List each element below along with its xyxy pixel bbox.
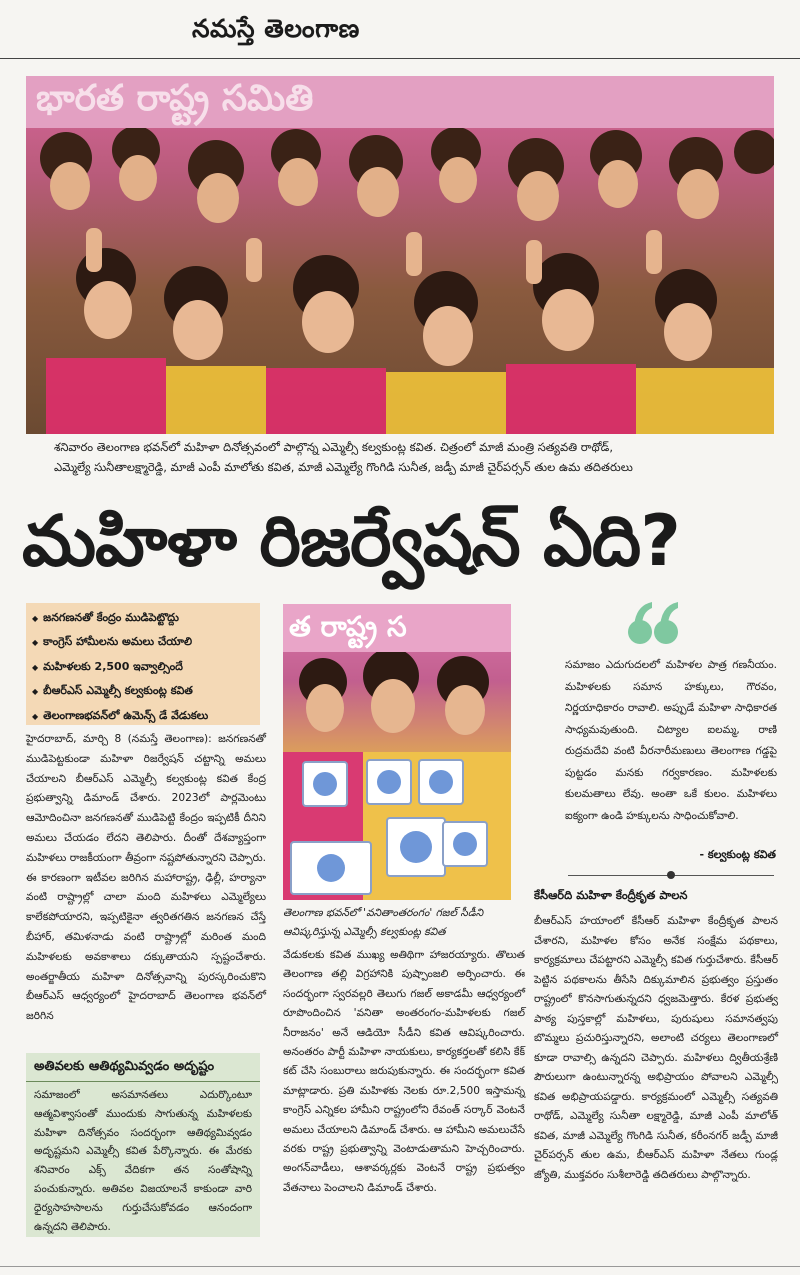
headline: మహిళా రిజర్వేషన్ ఏది?: [22, 500, 680, 582]
highlight-item: ◆ జనగణనతో కేంద్రం ముడిపెట్టొద్దు: [32, 606, 254, 630]
main-photo-banner-text: భారత రాష్ట్ర సమితి: [36, 78, 314, 119]
second-photo: [283, 604, 511, 900]
article-subhead: కేసీఆర్‌ది మహిళా కేంద్రీకృత పాలన: [534, 888, 688, 902]
highlights-box: [26, 603, 260, 725]
caption-line-1: శనివారం తెలంగాణ భవన్‌లో మహిళా దినోత్సవంలో పాల్గొన్న ఎమ్మెల్సీ కల్వకుంట్ల కవిత. చిత్రంలో మాజీ మంత్రి సత్యవతి రాథోడ్,: [54, 440, 613, 454]
highlight-item: ◆ బీఆర్ఎస్ ఎమ్మెల్సీ కల్వకుంట్ల కవిత: [32, 679, 254, 703]
sidebar-box-text: సమాజంలో అసమానతలు ఎదుర్కొంటూ ఆత్మవిశ్వాసంతో ముందుకు సాగుతున్న మహిళలకు మహిళా దినోత్సవం సందర్భంగా ఆతిథ్యమివ్వడం అదృష్టమని ఎమ్మెల్సీ కవిత పేర్కొన్నారు. ఈ మేరకు శనివారం ఎక్స్ వేదికగా తన సంతోషాన్ని పంచుకున్నారు. అతివల విజయాలనే కాకుండా వారి ధైర్యసాహసాలను గుర్తుచేసుకోవడం ఆనందంగా ఉన్నదని తెలిపారు.: [34, 1089, 252, 1233]
pull-quote-dot: [667, 871, 675, 879]
article-column-2: వేడుకలకు కవిత ముఖ్య అతిథిగా హాజరయ్యారు. తొలుత తెలంగాణ తల్లి విగ్రహానికి పుష్పాంజలి అర్పించారు. ఈ సందర్భంగా స్వరవల్లరి తెలుగు గజల్ అకాడమీ ఆధ్వర్యంలో రూపొందించిన 'వనితా అంతరంగం-మహిళలకు గజల్ నీరాజనం' అనే ఆడియో సీడీని కవిత ఆవిష్కరించారు. అనంతరం పార్టీ మహిళా నాయకులు, కార్యకర్తలతో కలిసి కేక్ కట్ చేసి సంబురాలు జరుపుకున్నారు. ఈ సందర్భంగా కవిత మాట్లాడారు. ప్రతి మహిళకు నెలకు రూ.2,500 ఇస్తామన్న కాంగ్రెస్ ఎన్నికల హామీని రాష్ట్రంలోని రేవంత్ సర్కార్ వెంటనే అమలు చేయాలని డిమాండ్ చేశారు. ఆ హామీని అమలుచేసే వరకు రాష్ట్ర ప్రభుత్వాన్ని వెంటాడుతామని హెచ్చరించారు. అంగన్‌వాడీలు, ఆశావర్కర్లకు వెంటనే రాష్ట్ర ప్రభుత్వం వేతనాలు పెంచాలని డిమాండ్ చేశారు.: [283, 949, 525, 1194]
second-photo-banner-text: త రాష్ట్ర స: [289, 610, 407, 643]
newspaper-name: నమస్తే తెలంగాణ: [192, 14, 360, 43]
pull-quote-author: - కల్వకుంట్ల కవిత: [699, 848, 776, 861]
main-photo: [26, 76, 774, 434]
caption-line-2: ఎమ్మెల్యే సునీతాలక్ష్మారెడ్డి, మాజీ ఎంపీ మాలోతు కవిత, మాజీ ఎమ్మెల్యే గొంగిడి సునీత, జడ్పీ మాజీ చైర్‌పర్సన్ తుల ఉమ తదితరులు: [54, 460, 633, 474]
bottom-rule: [0, 1266, 800, 1267]
pull-quote-text: సమాజం ఎదుగుదలలో మహిళల పాత్ర గణనీయం. మహిళలకు సమాన హక్కులు, గౌరవం, నిర్ణయాధికారం రావాలి. అప్పుడే మహిళా సాధికారత సాధ్యమవుతుంది. చిట్యాల ఐలమ్మ, రాణి రుద్రమదేవి వంటి వీరనారీమణులు తెలంగాణ గడ్డపై పుట్టడం మనకు గర్వకారణం. మహిళలకు కులమతాలు లేవు. అంతా ఒకే కులం. మహిళలు ఐక్యంగా ఉండి హక్కులను సాధించుకోవాలి.: [565, 659, 777, 822]
second-photo-banner: [283, 604, 511, 652]
article-column-3: బీఆర్ఎస్ హయాంలో కేసీఆర్ మహిళా కేంద్రీకృత పాలన చేశారని, మహిళల కోసం అనేక సంక్షేమ పథకాలు, కార్యక్రమాలు చేపట్టారని ఎమ్మెల్సీ కవిత గుర్తుచేశారు. కేసీఆర్ పెట్టిన పథకాలను తీసేసి దిక్కుమాలిన ప్రభుత్వం ప్రస్తుతం రాష్ట్రంలో కొనసాగుతున్నదని ధ్వజమెత్తారు. కేరళ ప్రభుత్వ పాఠ్య పుస్తకాల్లో మహిళలు, పురుషులు సమానత్వపు బొమ్మలు ప్రచురిస్తున్నారని, అలాంటి చర్యలు తెలంగాణలో కూడా రావాల్సి ఉన్నదని చెప్పారు. మహిళలు ద్వితీయశ్రేణి పౌరులుగా ఉంటున్నారన్న అభిప్రాయం పోవాలని ఎమ్మెల్సీ కవిత అభిప్రాయపడ్డారు. కార్యక్రమంలో ఎమ్మెల్సీ సత్యవతి రాథోడ్, ఎమ్మెల్యే సునీతా లక్ష్మారెడ్డి, మాజీ ఎంపీ మాలోత్ కవిత, మాజీ ఎమ్మెల్యే గొంగిడి సునీత, కరీంనగర్ జడ్పీ మాజీ చైర్‌పర్సన్ తుల ఉమ, బీఆర్ఎస్ మహిళా నేతలు గుండ్ల జ్యోతి, ముక్తవరం సుశీలారెడ్డి తదితరులు పాల్గొన్నారు.: [534, 915, 778, 1181]
sidebar-box: [26, 1053, 260, 1237]
masthead: [0, 0, 800, 62]
crowd-illustration: [26, 128, 774, 434]
cd-launch-illustration: [283, 652, 511, 900]
highlight-item: ◆ మహిళలకు 2,500 ఇవ్వాల్సిందే: [32, 655, 254, 679]
main-photo-caption: [54, 437, 774, 477]
article-column-1: హైదరాబాద్, మార్చి 8 (నమస్తే తెలంగాణ): జనగణనతో ముడిపెట్టకుండా మహిళా రిజర్వేషన్ చట్టాన్ని అమలు చేయాలని బీఆర్ఎస్ ఎమ్మెల్సీ కల్వకుంట్ల కవిత కేంద్ర ప్రభుత్వాన్ని డిమాండ్ చేశారు. 2023లో పార్లమెంటు ఆమోదించినా జనగణనతో ముడిపెట్టి కేంద్రం ఇప్పటికీ దీనిని అమలు చేయడం లేదని తెలిపారు. దీంతో దేశవ్యాప్తంగా మహిళలు రాజకీయంగా తీవ్రంగా నష్టపోతున్నారని చెప్పారు. ఈ కారణంగా ఇటీవల జరిగిన మహారాష్ట్ర, ఢిల్లీ, హర్యానా వంటి రాష్ట్రాల్లో చాలా మంది మహిళలు ఎమ్మెల్యేలు కాలేకపోయారని, ఇప్పటికైనా త్వరితగతిన జనగణన చేస్తే బీహార్, తమిళనాడు వంటి రాష్ట్రాల్లో మరింత మంది మహిళలకు అవకాశాలు దక్కుతాయని స్పష్టంచేశారు. అంతర్జాతీయ మహిళా దినోత్సవాన్ని పురస్కరించుకొని బీఆర్ఎస్ ఆధ్వర్యంలో హైదరాబాద్ తెలంగాణ భవన్‌లో జరిగిన: [26, 733, 266, 1023]
masthead-rule: [0, 58, 800, 59]
main-photo-banner: [26, 76, 774, 128]
highlight-item: ◆ తెలంగాణభవన్‌లో ఉమెన్స్ డే వేడుకలు: [32, 704, 254, 728]
sidebar-box-title: అతివలకు ఆతిథ్యమివ్వడం అదృష్టం: [26, 1053, 260, 1082]
second-photo-caption: తెలంగాణ భవన్‌లో 'వనితాంతరంగం' గజల్ సీడీని ఆవిష్కరిస్తున్న ఎమ్మెల్సీ కల్వకుంట్ల కవిత: [283, 907, 484, 938]
highlight-item: ◆ కాంగ్రెస్ హామీలను అమలు చేయాలి: [32, 630, 254, 654]
quote-mark-icon: [626, 596, 682, 648]
